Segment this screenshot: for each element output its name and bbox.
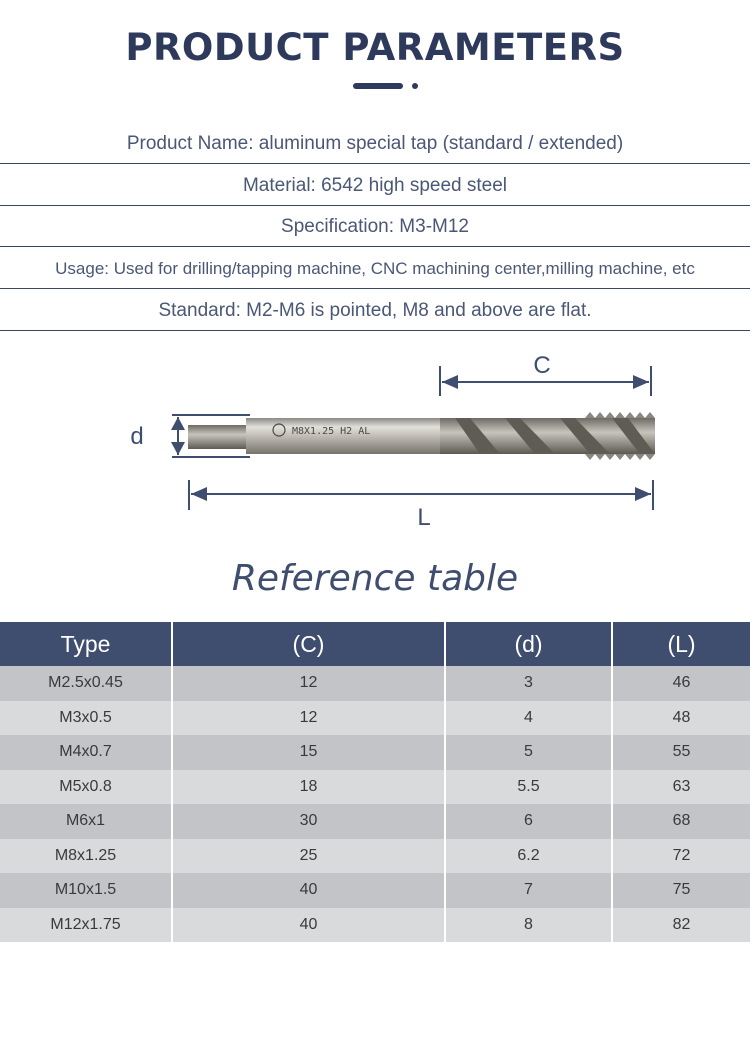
cell-type: M5x0.8	[0, 770, 172, 805]
param-specification: Specification: M3-M12	[0, 208, 750, 247]
reference-table-title: Reference table	[231, 558, 519, 599]
cell-type: M6x1	[0, 804, 172, 839]
cell-type: M8x1.25	[0, 839, 172, 874]
cell-type: M2.5x0.45	[0, 666, 172, 701]
param-product-name: Product Name: aluminum special tap (standard / extended)	[0, 125, 750, 164]
table-row	[0, 735, 750, 770]
cell-l: 46	[612, 666, 750, 701]
param-material: Material: 6542 high speed steel	[0, 167, 750, 206]
tap-dimension-diagram	[0, 340, 750, 540]
table-row	[0, 839, 750, 874]
cell-d: 7	[445, 873, 612, 908]
cell-type: M12x1.75	[0, 908, 172, 943]
cell-d: 3	[445, 666, 612, 701]
title-underline-dot	[412, 83, 418, 89]
header-l: (L)	[612, 622, 750, 666]
label-l: L	[417, 504, 431, 531]
table-row	[0, 701, 750, 736]
cell-d: 6	[445, 804, 612, 839]
cell-c: 18	[172, 770, 445, 805]
cell-type: M4x0.7	[0, 735, 172, 770]
header-type: Type	[0, 622, 172, 666]
cell-l: 68	[612, 804, 750, 839]
cell-type: M3x0.5	[0, 701, 172, 736]
table-row	[0, 770, 750, 805]
header-d: (d)	[445, 622, 612, 666]
cell-c: 30	[172, 804, 445, 839]
header-c: (C)	[172, 622, 445, 666]
reference-table	[0, 622, 750, 942]
cell-l: 75	[612, 873, 750, 908]
cell-l: 72	[612, 839, 750, 874]
title-underline-bar	[353, 83, 403, 89]
table-header-row	[0, 622, 750, 666]
cell-c: 12	[172, 701, 445, 736]
cell-c: 40	[172, 908, 445, 943]
cell-l: 82	[612, 908, 750, 943]
cell-d: 5	[445, 735, 612, 770]
tap-tool-image	[188, 412, 655, 460]
tap-marking: M8X1.25 H2 AL	[292, 426, 371, 437]
cell-d: 6.2	[445, 839, 612, 874]
page-title: PRODUCT PARAMETERS	[125, 26, 625, 69]
cell-c: 25	[172, 839, 445, 874]
cell-d: 5.5	[445, 770, 612, 805]
dimension-l	[189, 480, 653, 531]
cell-l: 63	[612, 770, 750, 805]
cell-type: M10x1.5	[0, 873, 172, 908]
cell-l: 48	[612, 701, 750, 736]
table-row	[0, 804, 750, 839]
cell-l: 55	[612, 735, 750, 770]
table-row	[0, 908, 750, 943]
cell-c: 15	[172, 735, 445, 770]
param-usage: Usage: Used for drilling/tapping machine, CNC machining center,milling machine, etc	[0, 250, 750, 289]
label-c: C	[533, 352, 551, 379]
cell-c: 40	[172, 873, 445, 908]
table-row	[0, 873, 750, 908]
cell-c: 12	[172, 666, 445, 701]
table-row	[0, 666, 750, 701]
label-d: d	[130, 423, 144, 450]
dimension-c	[440, 352, 651, 396]
cell-d: 4	[445, 701, 612, 736]
param-standard: Standard: M2-M6 is pointed, M8 and above are flat.	[0, 292, 750, 331]
cell-d: 8	[445, 908, 612, 943]
